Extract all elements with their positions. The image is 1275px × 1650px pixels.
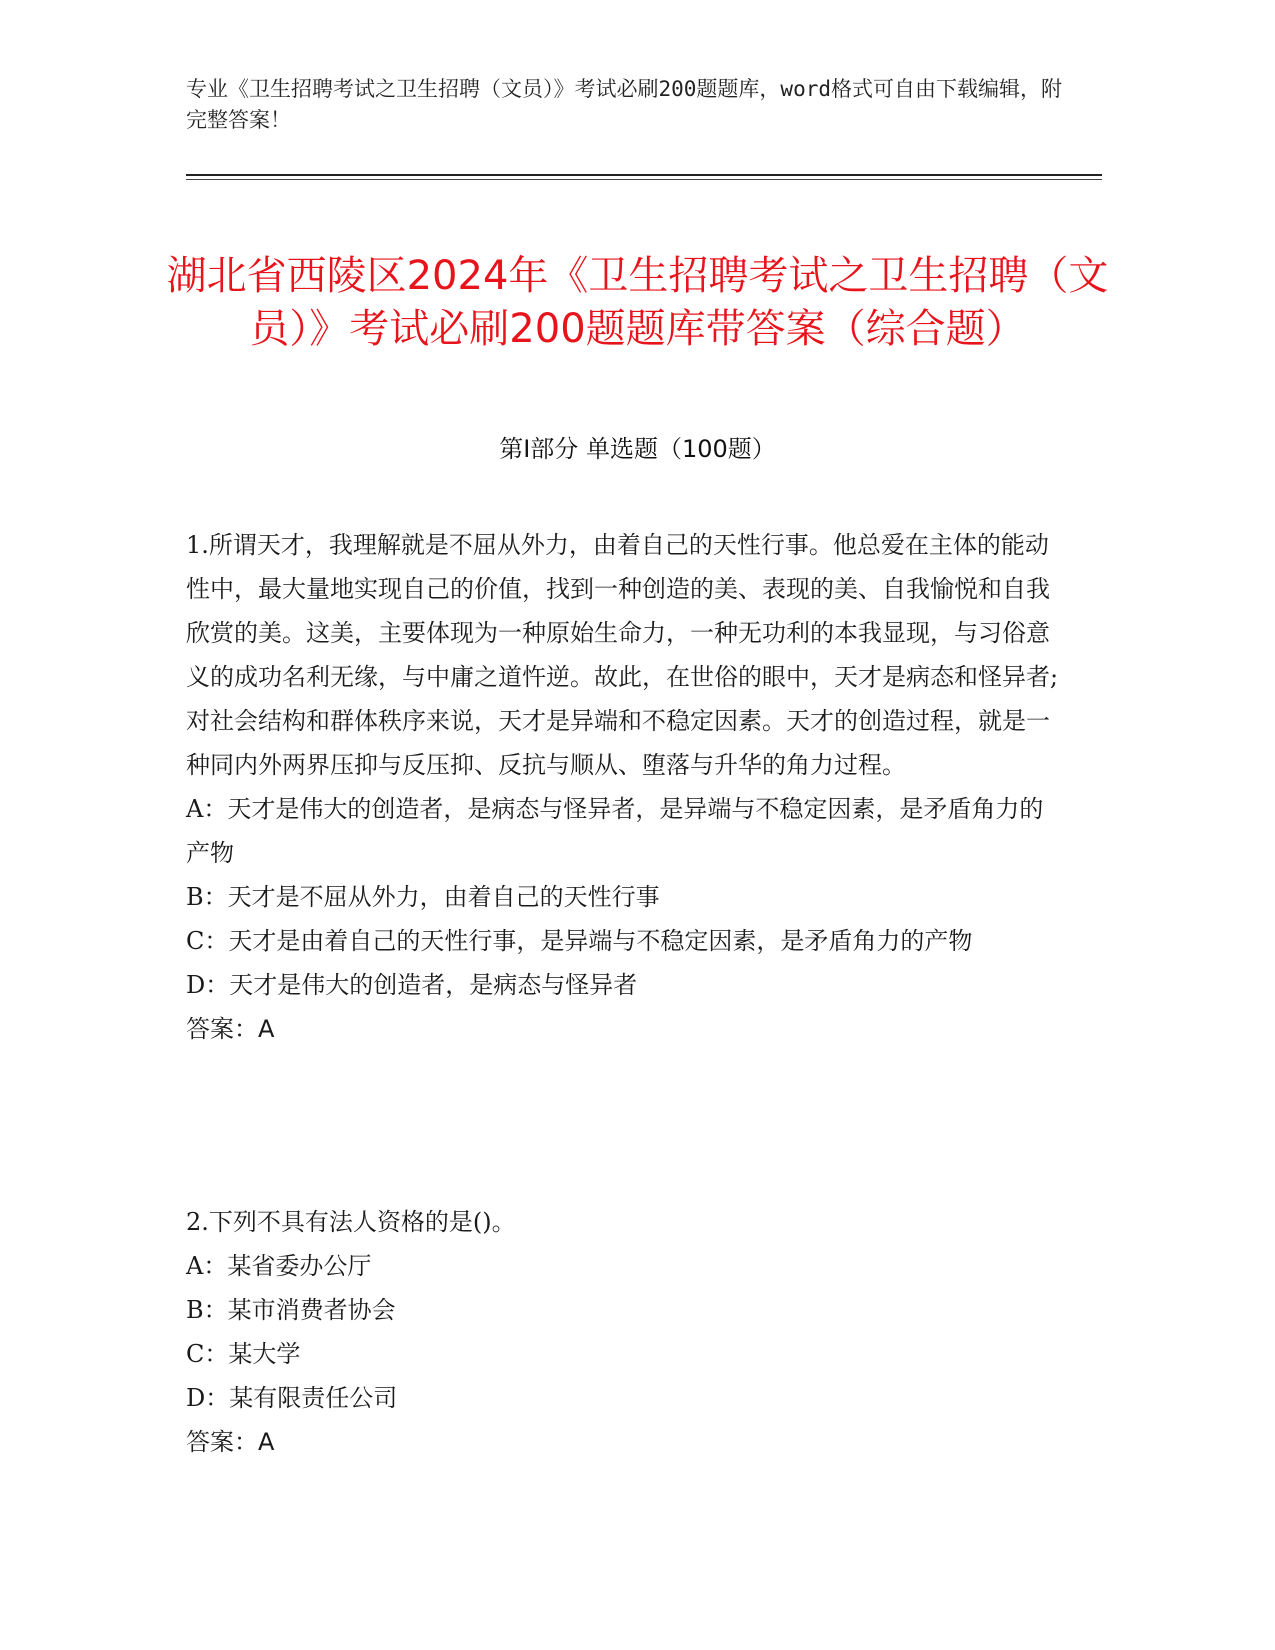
option-d: D：某有限责任公司 [186, 1384, 398, 1412]
answer-line: 答案：A [186, 1015, 275, 1043]
option-c: C：天才是由着自己的天性行事，是异端与不稳定因素，是矛盾角力的产物 [186, 927, 973, 955]
option-c: C：某大学 [186, 1340, 301, 1368]
header-note: 专业《卫生招聘考试之卫生招聘（文员）》考试必刷200题题库，word格式可自由下载编辑，附完整答案！ [186, 77, 1062, 132]
document-title: 湖北省西陵区2024年《卫生招聘考试之卫生招聘（文员）》考试必刷200题题库带答案（综合题） [166, 252, 1109, 352]
question-item [186, 523, 1066, 1051]
header-divider-thin [186, 179, 1102, 180]
option-a: A：某省委办公厅 [186, 1252, 372, 1280]
option-b: B：某市消费者协会 [186, 1296, 396, 1324]
option-a: A：天才是伟大的创造者，是病态与怪异者，是异端与不稳定因素，是矛盾角力的产物 [186, 795, 1044, 867]
question-item [186, 1200, 1066, 1464]
option-b: B：天才是不屈从外力，由着自己的天性行事 [186, 883, 660, 911]
answer-line: 答案：A [186, 1428, 275, 1456]
option-d: D：天才是伟大的创造者，是病态与怪异者 [186, 971, 638, 999]
section-title: 第Ⅰ部分 单选题（100题） [499, 435, 776, 463]
question-stem: 1.所谓天才，我理解就是不屈从外力，由着自己的天性行事。他总爱在主体的能动性中，最大量地实现自己的价值，找到一种创造的美、表现的美、自我愉悦和自我欣赏的美。这美，主要体现为一种原始生命力，一种无功利的本我显现，与习俗意义的成功名利无缘，与中庸之道忤逆。故此，在世俗的眼中，天才是病态和怪异者;对社会结构和群体秩序来说，天才是异端和不稳定因素。天才的创造过程，就是一种同内外两界压抑与反压抑、反抗与顺从、堕落与升华的角力过程。 [186, 531, 1059, 779]
header-divider-thick [186, 174, 1102, 176]
question-stem: 2.下列不具有法人资格的是()。 [186, 1208, 516, 1236]
